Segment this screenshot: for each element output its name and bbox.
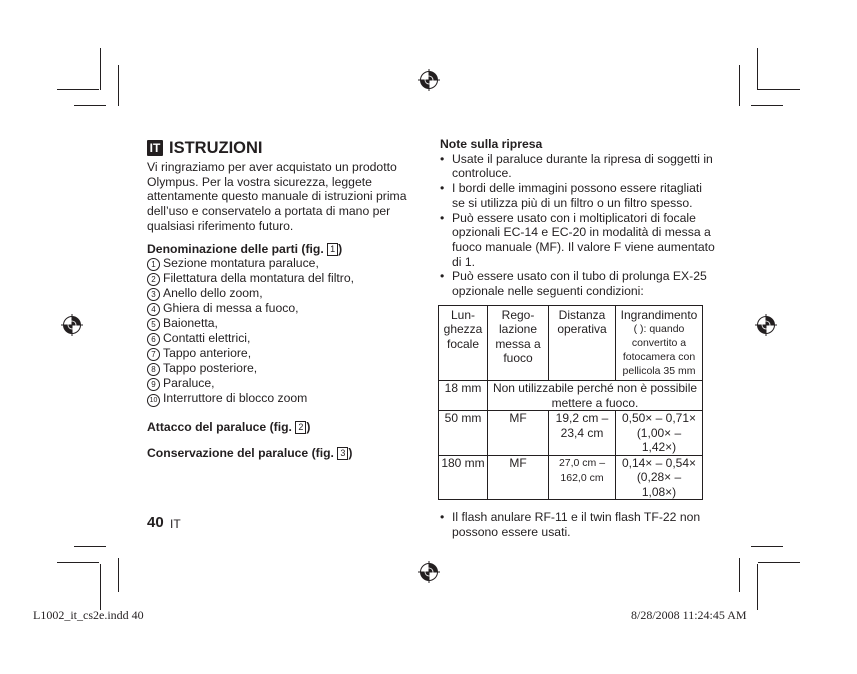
list-item: • Usate il paraluce durante la ripresa di soggetti in controluce. [440, 152, 715, 181]
final-note [440, 510, 715, 539]
registration-mark-icon [418, 69, 440, 91]
language-badge: IT [147, 140, 163, 156]
notes-heading: Note sulla ripresa [440, 137, 543, 151]
list-item: 2 Filettatura della montatura del filtro, [147, 271, 417, 286]
list-item: • I bordi delle immagini possono essere ritagliati se si utilizza più di un filtro o un filtro spesso. [440, 181, 715, 210]
list-item: 8 Tappo posteriore, [147, 361, 417, 376]
slug-timestamp: 8/28/2008 11:24:45 AM [631, 608, 747, 622]
list-item: 6 Contatti elettrici, [147, 331, 417, 346]
figure-reference: 3 [337, 447, 348, 460]
registration-mark-icon [755, 314, 777, 336]
column-header: Rego- lazione messa a fuoco [488, 305, 549, 381]
table-row: 180 mm MF 27,0 cm – 162,0 cm 0,14× – 0,54× (0,28× – 1,08×) [439, 455, 703, 500]
page-number: 40 [147, 514, 164, 531]
figure-reference: 1 [327, 243, 338, 256]
intro-paragraph: Vi ringraziamo per aver acquistato un prodotto Olympus. Per la vostra sicurezza, leggete attentamente questo manuale di istruzioni prima dell’uso e conservatelo a portata di mano per qualsiasi riferimento futuro. [147, 160, 407, 233]
page-title [147, 138, 417, 158]
list-item: 5 Baionetta, [147, 316, 417, 331]
conditions-table [438, 305, 703, 501]
slug-filename: L1002_it_cs2e.indd 40 [33, 608, 144, 622]
page-language: IT [170, 517, 181, 531]
list-item: • Il flash anulare RF-11 e il twin flash TF-22 non possono essere usati. [440, 510, 715, 539]
right-column [440, 137, 715, 540]
column-header: Lun- ghezza focale [439, 305, 488, 381]
column-header: Distanza operativa [549, 305, 616, 381]
list-item: 10 Interruttore di blocco zoom [147, 391, 417, 407]
list-item: 1 Sezione montatura paraluce, [147, 256, 417, 271]
parts-heading: Denominazione delle parti (fig. 1 ) [147, 241, 343, 256]
list-item: 7 Tappo anteriore, [147, 346, 417, 361]
table-row: 18 mm Non utilizzabile perché non è possibile mettere a fuoco. [439, 381, 703, 411]
column-header: Ingrandimento ( ): quando convertito a fotocamera con pellicola 35 mm [616, 305, 703, 381]
list-item: 4 Ghiera di messa a fuoco, [147, 301, 417, 316]
registration-mark-icon [61, 314, 83, 336]
figure-reference: 2 [295, 421, 306, 434]
notes-list [440, 152, 715, 299]
parts-list [147, 256, 417, 407]
attach-heading: Attacco del paraluce (fig. 2 ) [147, 420, 311, 435]
list-item: • Può essere usato con il tubo di prolunga EX-25 opzionale nelle seguenti condizioni: [440, 269, 715, 298]
table-row: 50 mm MF 19,2 cm – 23,4 cm 0,50× – 0,71× (1,00× – 1,42×) [439, 411, 703, 456]
list-item: 3 Anello dello zoom, [147, 286, 417, 301]
list-item: • Può essere usato con i moltiplicatori di focale opzionali EC-14 e EC-20 in modalità di messa a fuoco manuale (MF). Il valore F viene aumentato di 1. [440, 211, 715, 270]
title-text: ISTRUZIONI [169, 139, 263, 157]
storage-heading: Conservazione del paraluce (fig. 3 ) [147, 445, 353, 460]
list-item: 9 Paraluce, [147, 376, 417, 391]
left-column [147, 138, 417, 461]
registration-mark-icon [418, 561, 440, 583]
